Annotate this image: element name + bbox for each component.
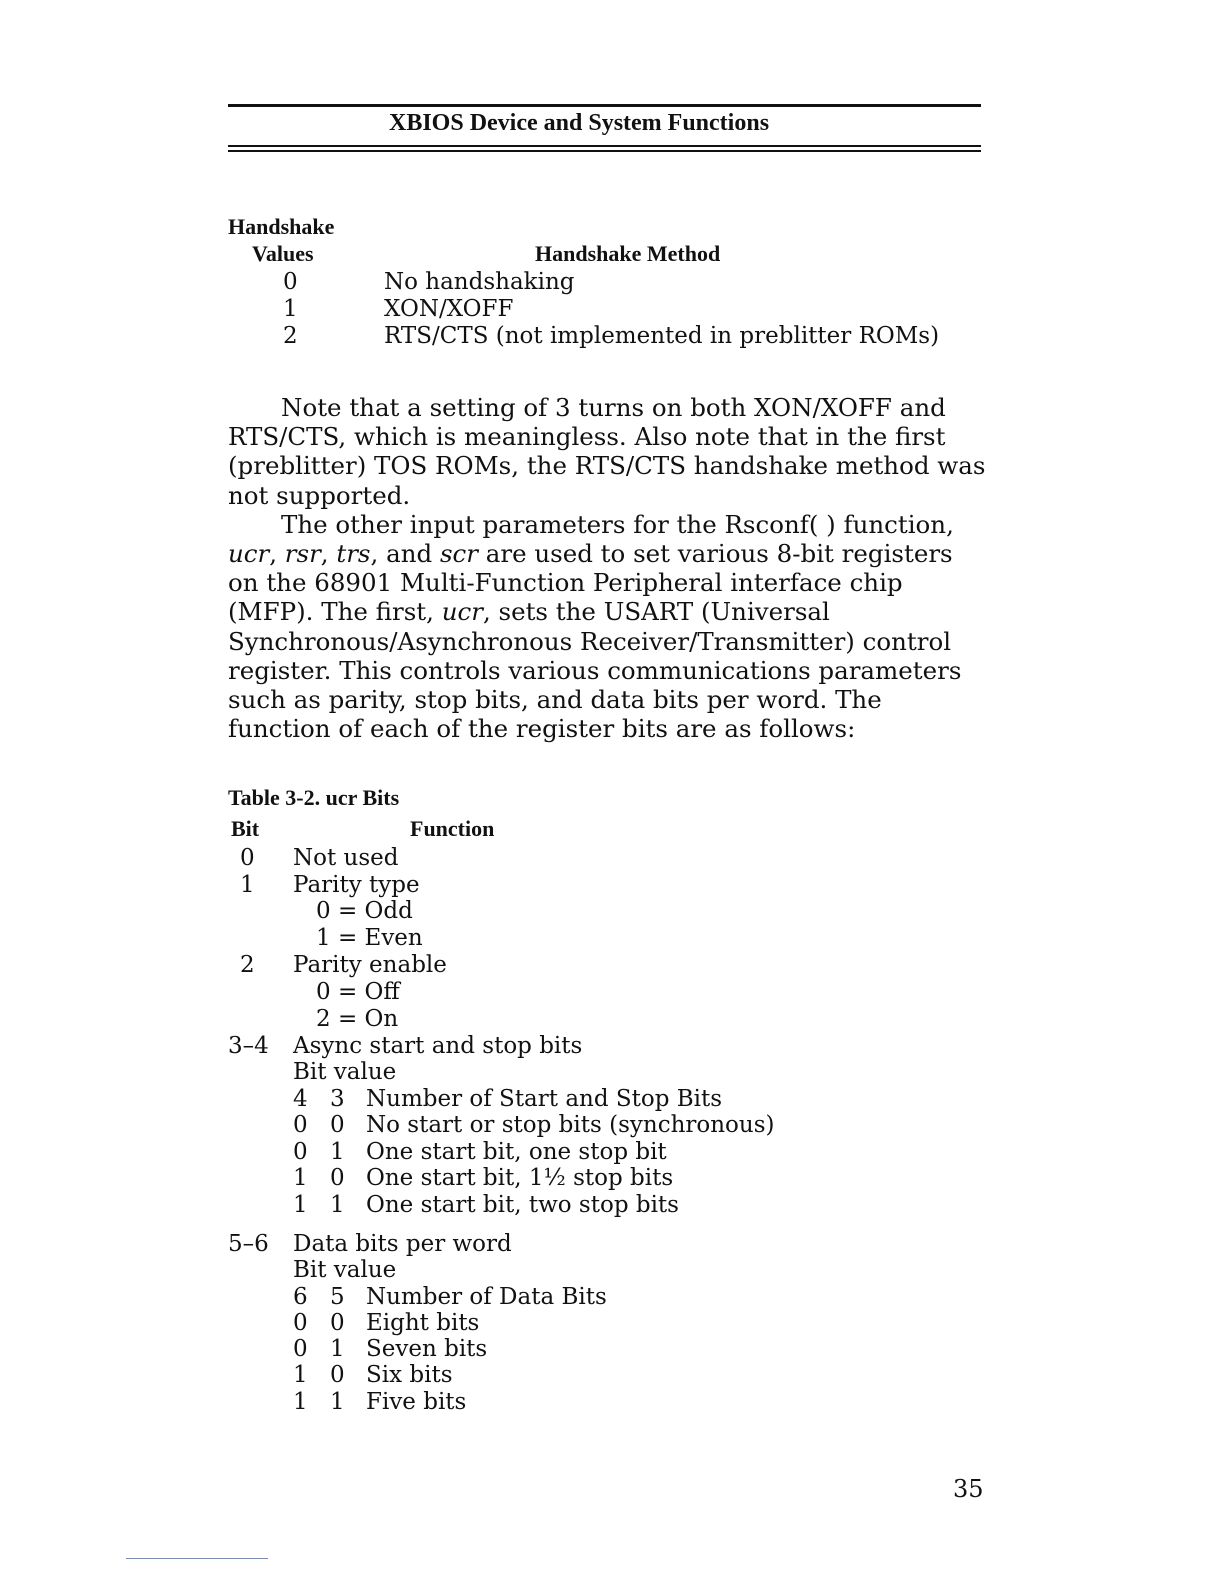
- param-trs: trs: [336, 539, 371, 569]
- bit-value-b: 0: [330, 1310, 345, 1336]
- bit-value-a: 0: [293, 1310, 308, 1336]
- bit-number: 0: [240, 845, 255, 871]
- handshake-value: 0: [283, 269, 298, 295]
- handshake-col1-header-line1: Handshake: [228, 214, 335, 239]
- bit-value-b: 0: [330, 1165, 345, 1191]
- bit-value-text: One start bit, two stop bits: [366, 1192, 679, 1218]
- bit-subheading: Bit value: [293, 1257, 397, 1283]
- handshake-col2-header: Handshake Method: [535, 241, 721, 266]
- bit-function: Data bits per word: [293, 1231, 512, 1257]
- bit-option: 0 = Off: [316, 979, 400, 1005]
- bit-value-text: One start bit, 1½ stop bits: [366, 1165, 674, 1191]
- text-run: , and: [370, 539, 440, 569]
- bit-option: 0 = Odd: [316, 898, 413, 924]
- bit-value-a: 1: [293, 1165, 308, 1191]
- bit-value-b: 5: [330, 1284, 345, 1310]
- page-header-title: XBIOS Device and System Functions: [389, 110, 770, 136]
- text-run: are used to set various 8-bit registers on the 68901 Multi-Function Peripheral interface chip (MFP). The first,: [228, 539, 953, 627]
- handshake-col1-header-line2: Values: [252, 241, 314, 266]
- table-col-bit: Bit: [231, 816, 260, 841]
- bit-function: Async start and stop bits: [293, 1033, 583, 1059]
- param-ucr: ucr: [228, 539, 270, 569]
- bit-function: Parity enable: [293, 952, 447, 978]
- bit-value-a: 1: [293, 1389, 308, 1415]
- text-run: ,: [320, 539, 337, 569]
- bit-value-a: 1: [293, 1192, 308, 1218]
- paragraph-rsconf-params: [228, 510, 988, 744]
- bit-function: Parity type: [293, 872, 420, 898]
- header-bottom-rule-1: [228, 145, 981, 147]
- bit-number: 5–6: [228, 1231, 269, 1257]
- table-col-function: Function: [410, 816, 495, 841]
- handshake-method: RTS/CTS (not implemented in preblitter ROMs): [384, 323, 940, 349]
- bit-number: 3–4: [228, 1033, 269, 1059]
- page-number: 35: [953, 1475, 984, 1503]
- bit-value-text: Number of Start and Stop Bits: [366, 1086, 723, 1112]
- scan-edge-line: [126, 1558, 268, 1559]
- bit-value-b: 0: [330, 1362, 345, 1388]
- bit-number: 2: [240, 952, 255, 978]
- handshake-method: No handshaking: [384, 269, 575, 295]
- bit-value-b: 1: [330, 1139, 345, 1165]
- bit-option: 1 = Even: [316, 925, 423, 951]
- bit-value-text: Six bits: [366, 1362, 453, 1388]
- table-caption: Table 3-2. ucr Bits: [228, 785, 400, 810]
- handshake-value: 2: [283, 323, 298, 349]
- bit-value-text: Seven bits: [366, 1336, 488, 1362]
- header-top-rule: [228, 104, 981, 107]
- bit-value-text: Eight bits: [366, 1310, 480, 1336]
- bit-value-a: 1: [293, 1362, 308, 1388]
- bit-value-a: 6: [293, 1284, 308, 1310]
- text-run: , sets the USART (Universal Synchronous/Asynchronous Receiver/Transmitter) control register. This controls various communications parameters such as parity, stop bits, and data bits per word. The function of each of the register bits are as follows:: [228, 597, 962, 744]
- text-run: The other input parameters for the Rsconf( ) function,: [281, 509, 954, 539]
- bit-value-b: 1: [330, 1336, 345, 1362]
- bit-function: Not used: [293, 845, 399, 871]
- param-scr: scr: [439, 539, 478, 569]
- body-text: [228, 393, 988, 743]
- bit-value-a: 4: [293, 1086, 308, 1112]
- bit-value-text: Number of Data Bits: [366, 1284, 607, 1310]
- bit-value-b: 3: [330, 1086, 345, 1112]
- bit-value-a: 0: [293, 1139, 308, 1165]
- bit-value-text: No start or stop bits (synchronous): [366, 1112, 775, 1138]
- handshake-method: XON/XOFF: [384, 296, 514, 322]
- paragraph-handshake-note: Note that a setting of 3 turns on both XON/XOFF and RTS/CTS, which is meaningless. Also note that in the first (preblitter) TOS ROMs, the RTS/CTS handshake method was not supported.: [228, 393, 986, 510]
- bit-subheading: Bit value: [293, 1059, 397, 1085]
- param-rsr: rsr: [284, 539, 321, 569]
- bit-value-text: Five bits: [366, 1389, 467, 1415]
- bit-option: 2 = On: [316, 1006, 399, 1032]
- handshake-value: 1: [283, 296, 298, 322]
- header-bottom-rule-2: [228, 150, 981, 152]
- bit-number: 1: [240, 872, 255, 898]
- bit-value-b: 0: [330, 1112, 345, 1138]
- text-run: ,: [269, 539, 285, 569]
- param-ucr: ucr: [441, 597, 483, 627]
- bit-value-b: 1: [330, 1192, 345, 1218]
- bit-value-b: 1: [330, 1389, 345, 1415]
- bit-value-a: 0: [293, 1112, 308, 1138]
- bit-value-a: 0: [293, 1336, 308, 1362]
- bit-value-text: One start bit, one stop bit: [366, 1139, 667, 1165]
